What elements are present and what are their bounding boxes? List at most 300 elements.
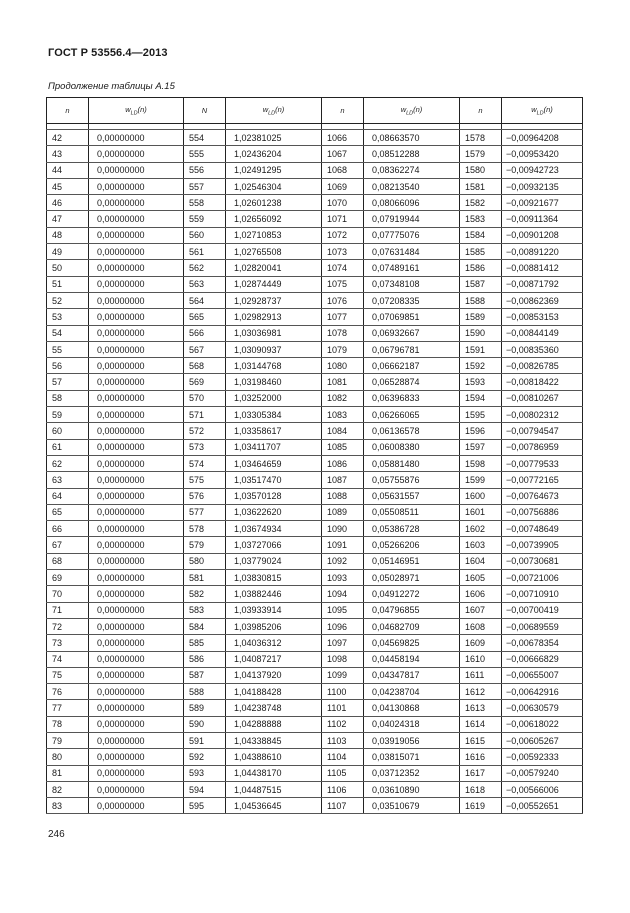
value-cell: 0,00000000	[89, 260, 184, 276]
value-cell: 0,00000000	[89, 798, 184, 814]
value-cell: −0,00853153	[502, 309, 583, 325]
value-cell: 0,00000000	[89, 244, 184, 260]
table-row	[47, 439, 583, 455]
index-cell: 583	[184, 602, 226, 618]
index-cell: 1076	[322, 292, 364, 308]
value-cell: 0,00000000	[89, 358, 184, 374]
table-row	[47, 553, 583, 569]
value-cell: 0,00000000	[89, 618, 184, 634]
index-cell: 1080	[322, 358, 364, 374]
value-cell: 0,07919944	[364, 211, 460, 227]
index-cell: 1616	[460, 749, 502, 765]
value-cell: −0,00739905	[502, 537, 583, 553]
value-cell: −0,00592333	[502, 749, 583, 765]
index-cell: 61	[47, 439, 89, 455]
value-cell: −0,00942723	[502, 162, 583, 178]
table-row	[47, 521, 583, 537]
table-row	[47, 716, 583, 732]
column-header	[322, 98, 364, 124]
index-cell: 1603	[460, 537, 502, 553]
index-cell: 43	[47, 146, 89, 162]
value-cell: 1,03985206	[226, 618, 322, 634]
index-cell: 1077	[322, 309, 364, 325]
value-cell: −0,00921677	[502, 195, 583, 211]
index-cell: 1094	[322, 586, 364, 602]
value-cell: 0,05386728	[364, 521, 460, 537]
value-cell: 0,00000000	[89, 130, 184, 146]
index-cell: 56	[47, 358, 89, 374]
table-row	[47, 162, 583, 178]
column-header	[184, 98, 226, 124]
value-cell: −0,00655007	[502, 667, 583, 683]
index-cell: 73	[47, 635, 89, 651]
column-header	[47, 98, 89, 124]
value-cell: −0,00810267	[502, 390, 583, 406]
index-cell: 581	[184, 570, 226, 586]
index-cell: 70	[47, 586, 89, 602]
index-cell: 75	[47, 667, 89, 683]
index-cell: 1611	[460, 667, 502, 683]
table-row	[47, 570, 583, 586]
index-cell: 1582	[460, 195, 502, 211]
value-cell: 1,03622620	[226, 504, 322, 520]
index-cell: 1614	[460, 716, 502, 732]
index-cell: 55	[47, 341, 89, 357]
index-cell: 572	[184, 423, 226, 439]
index-cell: 1592	[460, 358, 502, 374]
value-cell: 0,08213540	[364, 178, 460, 194]
index-cell: 576	[184, 488, 226, 504]
value-cell: 0,03712352	[364, 765, 460, 781]
value-cell: 1,03570128	[226, 488, 322, 504]
table-row	[47, 667, 583, 683]
value-cell: −0,00618022	[502, 716, 583, 732]
index-cell: 1072	[322, 227, 364, 243]
value-cell: 0,08663570	[364, 130, 460, 146]
index-cell: 79	[47, 732, 89, 748]
value-cell: 0,04130868	[364, 700, 460, 716]
value-cell: 0,00000000	[89, 292, 184, 308]
index-cell: 594	[184, 781, 226, 797]
value-cell: 0,06136578	[364, 423, 460, 439]
value-cell: −0,00689559	[502, 618, 583, 634]
column-header-subscript: LD	[268, 110, 276, 117]
value-cell: 0,06932667	[364, 325, 460, 341]
column-header-base: w	[262, 104, 269, 114]
index-cell: 68	[47, 553, 89, 569]
index-cell: 44	[47, 162, 89, 178]
value-cell: 0,08512288	[364, 146, 460, 162]
table-row	[47, 407, 583, 423]
value-cell: 1,03252000	[226, 390, 322, 406]
value-cell: 0,00000000	[89, 667, 184, 683]
index-cell: 52	[47, 292, 89, 308]
index-cell: 558	[184, 195, 226, 211]
index-cell: 1608	[460, 618, 502, 634]
value-cell: 1,03036981	[226, 325, 322, 341]
index-cell: 1596	[460, 423, 502, 439]
index-cell: 1598	[460, 455, 502, 471]
value-cell: 0,04458194	[364, 651, 460, 667]
index-cell: 570	[184, 390, 226, 406]
value-cell: −0,00826785	[502, 358, 583, 374]
value-cell: 0,06008380	[364, 439, 460, 455]
column-header-base: w	[531, 104, 537, 114]
value-cell: 0,00000000	[89, 276, 184, 292]
value-cell: 0,00000000	[89, 472, 184, 488]
value-cell: 1,04338845	[226, 732, 322, 748]
column-header	[502, 98, 583, 124]
value-cell: 0,00000000	[89, 227, 184, 243]
value-cell: 0,04796855	[364, 602, 460, 618]
index-cell: 62	[47, 455, 89, 471]
value-cell: 0,06266065	[364, 407, 460, 423]
value-cell: 1,04087217	[226, 651, 322, 667]
table-row	[47, 732, 583, 748]
index-cell: 49	[47, 244, 89, 260]
index-cell: 1617	[460, 765, 502, 781]
value-cell: −0,00666829	[502, 651, 583, 667]
column-header-base: n	[65, 106, 70, 115]
index-cell: 1068	[322, 162, 364, 178]
index-cell: 575	[184, 472, 226, 488]
index-cell: 83	[47, 798, 89, 814]
value-cell: 1,02546304	[226, 178, 322, 194]
value-cell: 1,04487515	[226, 781, 322, 797]
value-cell: 0,00000000	[89, 504, 184, 520]
index-cell: 1106	[322, 781, 364, 797]
index-cell: 1089	[322, 504, 364, 520]
index-cell: 1107	[322, 798, 364, 814]
index-cell: 1097	[322, 635, 364, 651]
index-cell: 67	[47, 537, 89, 553]
index-cell: 1586	[460, 260, 502, 276]
index-cell: 1091	[322, 537, 364, 553]
value-cell: −0,00932135	[502, 178, 583, 194]
value-cell: 1,04137920	[226, 667, 322, 683]
value-cell: −0,00871792	[502, 276, 583, 292]
index-cell: 1069	[322, 178, 364, 194]
value-cell: 1,02765508	[226, 244, 322, 260]
value-cell: −0,00964208	[502, 130, 583, 146]
index-cell: 58	[47, 390, 89, 406]
header-row	[47, 98, 583, 124]
value-cell: −0,00552651	[502, 798, 583, 814]
table-row	[47, 390, 583, 406]
table-row	[47, 227, 583, 243]
value-cell: 1,03674934	[226, 521, 322, 537]
index-cell: 57	[47, 374, 89, 390]
index-cell: 1602	[460, 521, 502, 537]
value-cell: 0,00000000	[89, 586, 184, 602]
value-cell: 1,03882446	[226, 586, 322, 602]
value-cell: 0,03610890	[364, 781, 460, 797]
value-cell: 1,03517470	[226, 472, 322, 488]
value-cell: −0,00953420	[502, 146, 583, 162]
index-cell: 1095	[322, 602, 364, 618]
table-row	[47, 211, 583, 227]
index-cell: 71	[47, 602, 89, 618]
index-cell: 1101	[322, 700, 364, 716]
index-cell: 1090	[322, 521, 364, 537]
index-cell: 42	[47, 130, 89, 146]
table-row	[47, 749, 583, 765]
value-cell: 1,03830815	[226, 570, 322, 586]
table-row	[47, 276, 583, 292]
table-row	[47, 455, 583, 471]
value-cell: 1,03933914	[226, 602, 322, 618]
table-row	[47, 586, 583, 602]
index-cell: 582	[184, 586, 226, 602]
value-cell: 0,00000000	[89, 651, 184, 667]
value-cell: −0,00579240	[502, 765, 583, 781]
index-cell: 584	[184, 618, 226, 634]
index-cell: 1580	[460, 162, 502, 178]
index-cell: 1070	[322, 195, 364, 211]
value-cell: 0,06528874	[364, 374, 460, 390]
table-row	[47, 618, 583, 634]
value-cell: −0,00786959	[502, 439, 583, 455]
column-header-argument: (n)	[137, 104, 147, 114]
value-cell: 0,04912272	[364, 586, 460, 602]
value-cell: 0,03815071	[364, 749, 460, 765]
index-cell: 1584	[460, 227, 502, 243]
value-cell: 0,04024318	[364, 716, 460, 732]
value-cell: 1,03198460	[226, 374, 322, 390]
value-cell: 1,02982913	[226, 309, 322, 325]
index-cell: 555	[184, 146, 226, 162]
index-cell: 1597	[460, 439, 502, 455]
table-row	[47, 504, 583, 520]
index-cell: 1599	[460, 472, 502, 488]
index-cell: 77	[47, 700, 89, 716]
value-cell: 0,00000000	[89, 602, 184, 618]
value-cell: −0,00862369	[502, 292, 583, 308]
value-cell: 1,03464659	[226, 455, 322, 471]
column-header-base: n	[478, 106, 483, 115]
value-cell: 0,00000000	[89, 374, 184, 390]
value-cell: 1,02601238	[226, 195, 322, 211]
index-cell: 578	[184, 521, 226, 537]
index-cell: 65	[47, 504, 89, 520]
table-row	[47, 178, 583, 194]
index-cell: 54	[47, 325, 89, 341]
index-cell: 1579	[460, 146, 502, 162]
index-cell: 76	[47, 684, 89, 700]
value-cell: 0,07775076	[364, 227, 460, 243]
table-row	[47, 423, 583, 439]
index-cell: 1100	[322, 684, 364, 700]
value-cell: 1,04036312	[226, 635, 322, 651]
column-header-subscript: LD	[406, 110, 414, 117]
index-cell: 1083	[322, 407, 364, 423]
index-cell: 1078	[322, 325, 364, 341]
value-cell: 1,02491295	[226, 162, 322, 178]
value-cell: 1,03144768	[226, 358, 322, 374]
value-cell: 0,04238704	[364, 684, 460, 700]
table-row	[47, 684, 583, 700]
value-cell: −0,00835360	[502, 341, 583, 357]
value-cell: 0,07631484	[364, 244, 460, 260]
column-header-argument: (n)	[543, 104, 553, 114]
value-cell: 0,04569825	[364, 635, 460, 651]
table-row	[47, 700, 583, 716]
index-cell: 1081	[322, 374, 364, 390]
index-cell: 588	[184, 684, 226, 700]
value-cell: −0,00642916	[502, 684, 583, 700]
index-cell: 1087	[322, 472, 364, 488]
value-cell: 1,04288888	[226, 716, 322, 732]
value-cell: 1,02436204	[226, 146, 322, 162]
index-cell: 554	[184, 130, 226, 146]
index-cell: 1084	[322, 423, 364, 439]
value-cell: 0,00000000	[89, 162, 184, 178]
index-cell: 1585	[460, 244, 502, 260]
value-cell: −0,00818422	[502, 374, 583, 390]
table-row	[47, 130, 583, 146]
index-cell: 1612	[460, 684, 502, 700]
table-row	[47, 341, 583, 357]
table-row	[47, 765, 583, 781]
value-cell: 1,03090937	[226, 341, 322, 357]
index-cell: 1587	[460, 276, 502, 292]
value-cell: 0,07208335	[364, 292, 460, 308]
value-cell: 0,06796781	[364, 341, 460, 357]
value-cell: 1,04536645	[226, 798, 322, 814]
value-cell: −0,00891220	[502, 244, 583, 260]
value-cell: −0,00721006	[502, 570, 583, 586]
value-cell: −0,00566006	[502, 781, 583, 797]
index-cell: 1583	[460, 211, 502, 227]
value-cell: −0,00748649	[502, 521, 583, 537]
index-cell: 1595	[460, 407, 502, 423]
index-cell: 589	[184, 700, 226, 716]
value-cell: 0,05881480	[364, 455, 460, 471]
index-cell: 1104	[322, 749, 364, 765]
index-cell: 556	[184, 162, 226, 178]
index-cell: 1075	[322, 276, 364, 292]
index-cell: 580	[184, 553, 226, 569]
table-row	[47, 472, 583, 488]
table-body	[47, 124, 583, 814]
value-cell: 0,00000000	[89, 732, 184, 748]
value-cell: 0,05631557	[364, 488, 460, 504]
index-cell: 1594	[460, 390, 502, 406]
value-cell: −0,00700419	[502, 602, 583, 618]
value-cell: 0,00000000	[89, 390, 184, 406]
value-cell: 0,00000000	[89, 341, 184, 357]
index-cell: 577	[184, 504, 226, 520]
value-cell: 0,00000000	[89, 146, 184, 162]
value-cell: 1,04388610	[226, 749, 322, 765]
value-cell: 0,05028971	[364, 570, 460, 586]
index-cell: 590	[184, 716, 226, 732]
value-cell: 0,06396833	[364, 390, 460, 406]
index-cell: 59	[47, 407, 89, 423]
index-cell: 579	[184, 537, 226, 553]
value-cell: −0,00710910	[502, 586, 583, 602]
index-cell: 63	[47, 472, 89, 488]
value-cell: 0,05266206	[364, 537, 460, 553]
index-cell: 1098	[322, 651, 364, 667]
index-cell: 1085	[322, 439, 364, 455]
table-row	[47, 309, 583, 325]
value-cell: −0,00794547	[502, 423, 583, 439]
value-cell: −0,00605267	[502, 732, 583, 748]
index-cell: 1590	[460, 325, 502, 341]
value-cell: 1,03358617	[226, 423, 322, 439]
value-cell: 0,06662187	[364, 358, 460, 374]
value-cell: 0,00000000	[89, 635, 184, 651]
table-row	[47, 602, 583, 618]
value-cell: 0,04347817	[364, 667, 460, 683]
value-cell: 0,04682709	[364, 618, 460, 634]
value-cell: −0,00779533	[502, 455, 583, 471]
value-cell: 0,00000000	[89, 439, 184, 455]
value-cell: 1,03779024	[226, 553, 322, 569]
column-header-argument: (n)	[413, 104, 423, 114]
table-header	[47, 98, 583, 124]
column-header	[226, 98, 322, 124]
value-cell: 0,00000000	[89, 178, 184, 194]
index-cell: 46	[47, 195, 89, 211]
index-cell: 82	[47, 781, 89, 797]
index-cell: 1096	[322, 618, 364, 634]
index-cell: 561	[184, 244, 226, 260]
value-cell: 1,02874449	[226, 276, 322, 292]
value-cell: −0,00911364	[502, 211, 583, 227]
index-cell: 574	[184, 455, 226, 471]
value-cell: 0,07069851	[364, 309, 460, 325]
index-cell: 1589	[460, 309, 502, 325]
index-cell: 567	[184, 341, 226, 357]
index-cell: 60	[47, 423, 89, 439]
index-cell: 1073	[322, 244, 364, 260]
value-cell: 0,00000000	[89, 488, 184, 504]
value-cell: −0,00756886	[502, 504, 583, 520]
index-cell: 1619	[460, 798, 502, 814]
index-cell: 1609	[460, 635, 502, 651]
value-cell: 0,00000000	[89, 309, 184, 325]
index-cell: 593	[184, 765, 226, 781]
value-cell: 1,02381025	[226, 130, 322, 146]
index-cell: 69	[47, 570, 89, 586]
index-cell: 1105	[322, 765, 364, 781]
index-cell: 1600	[460, 488, 502, 504]
value-cell: 1,03305384	[226, 407, 322, 423]
column-header-base: n	[340, 106, 345, 115]
index-cell: 560	[184, 227, 226, 243]
table-row	[47, 325, 583, 341]
value-cell: 1,02656092	[226, 211, 322, 227]
table-row	[47, 651, 583, 667]
index-cell: 1099	[322, 667, 364, 683]
index-cell: 1088	[322, 488, 364, 504]
value-cell: −0,00730681	[502, 553, 583, 569]
value-cell: 0,05508511	[364, 504, 460, 520]
value-cell: 1,03727066	[226, 537, 322, 553]
index-cell: 562	[184, 260, 226, 276]
index-cell: 1591	[460, 341, 502, 357]
index-cell: 74	[47, 651, 89, 667]
table-row	[47, 537, 583, 553]
index-cell: 1601	[460, 504, 502, 520]
index-cell: 81	[47, 765, 89, 781]
index-cell: 1067	[322, 146, 364, 162]
value-cell: 0,08066096	[364, 195, 460, 211]
index-cell: 587	[184, 667, 226, 683]
index-cell: 78	[47, 716, 89, 732]
